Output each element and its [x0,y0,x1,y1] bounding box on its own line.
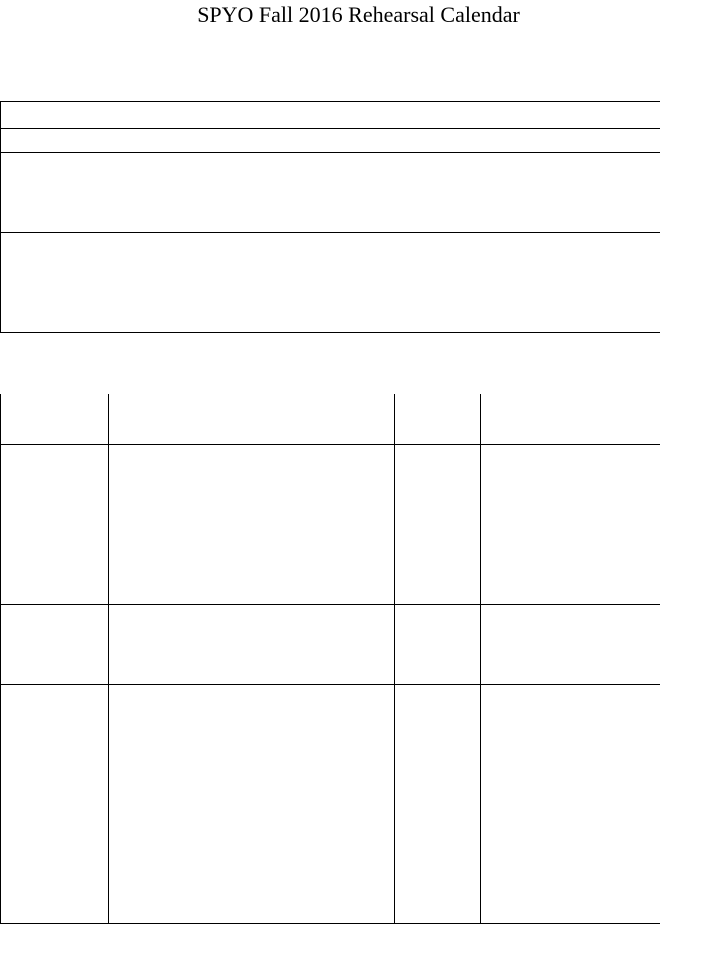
grid-line [0,101,1,333]
grid-line [0,604,660,605]
grid-line [0,128,660,129]
grid-line [480,394,481,924]
grid-line [0,923,660,924]
grid-line [0,152,660,153]
grid-line [0,332,660,333]
grid-line [0,684,660,685]
grid-line [0,101,660,102]
grid-line [0,232,660,233]
grid-line [394,394,395,924]
grid-line [0,394,1,924]
grid-line [108,394,109,924]
page-title: SPYO Fall 2016 Rehearsal Calendar [197,2,520,27]
grid-line [0,444,660,445]
